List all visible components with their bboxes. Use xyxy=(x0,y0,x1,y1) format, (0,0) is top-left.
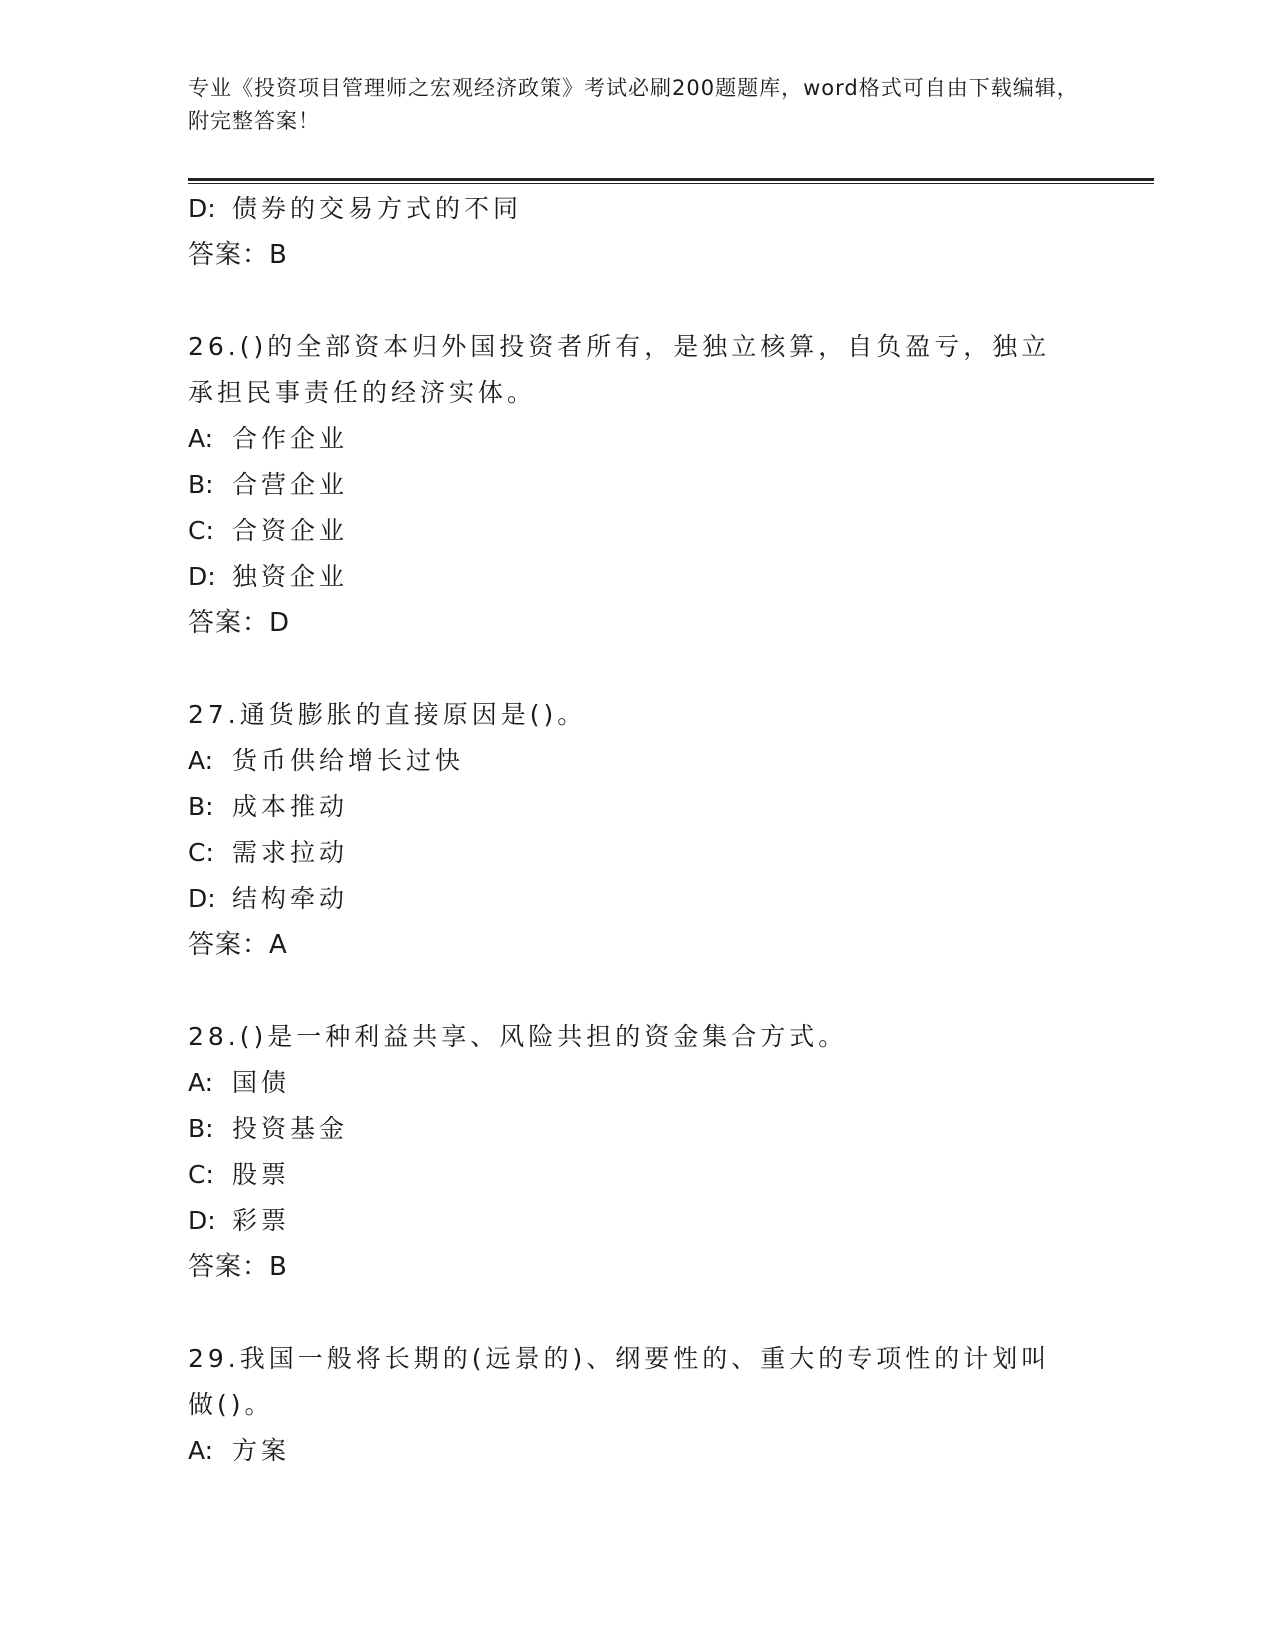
option-b: B: 成本推动 xyxy=(188,792,349,821)
question-stem: 29.我国一般将长期的(远景的)、纲要性的、重大的专项性的计划叫做()。 xyxy=(188,1344,1051,1419)
answer: 答案：A xyxy=(188,930,288,960)
option-d: D: 彩票 xyxy=(188,1206,291,1235)
option-b: B: 投资基金 xyxy=(188,1114,349,1143)
option-b: B: 合营企业 xyxy=(188,470,349,499)
option-c: C: 合资企业 xyxy=(188,516,349,545)
answer: 答案：B xyxy=(188,1252,288,1282)
option-c: C: 需求拉动 xyxy=(188,838,349,867)
question-27 xyxy=(188,692,1088,968)
header-divider-thin xyxy=(188,183,1154,184)
question-stem: 27.通货膨胀的直接原因是()。 xyxy=(188,700,587,729)
question-29 xyxy=(188,1336,1088,1474)
answer: 答案：B xyxy=(188,240,288,270)
document-header: 专业《投资项目管理师之宏观经济政策》考试必刷200题题库，word格式可自由下载编辑，附完整答案！ xyxy=(188,76,1079,133)
question-26 xyxy=(188,324,1088,646)
option-d: D: 独资企业 xyxy=(188,562,349,591)
option-d: D: 结构牵动 xyxy=(188,884,349,913)
option-a: A: 货币供给增长过快 xyxy=(188,746,465,775)
answer: 答案：D xyxy=(188,608,291,638)
question-stem: 26.()的全部资本归外国投资者所有，是独立核算，自负盈亏，独立承担民事责任的经济实体。 xyxy=(188,332,1051,407)
option-c: C: 股票 xyxy=(188,1160,291,1189)
question-list xyxy=(188,186,1088,1474)
question-28 xyxy=(188,1014,1088,1290)
option-a: A: 合作企业 xyxy=(188,424,349,453)
header-divider xyxy=(188,178,1154,181)
option-a: A: 国债 xyxy=(188,1068,291,1097)
question-stem: 28.()是一种利益共享、风险共担的资金集合方式。 xyxy=(188,1022,848,1051)
question-fragment xyxy=(188,186,1088,278)
option-d: D: 债券的交易方式的不同 xyxy=(188,194,523,223)
option-a: A: 方案 xyxy=(188,1436,291,1465)
